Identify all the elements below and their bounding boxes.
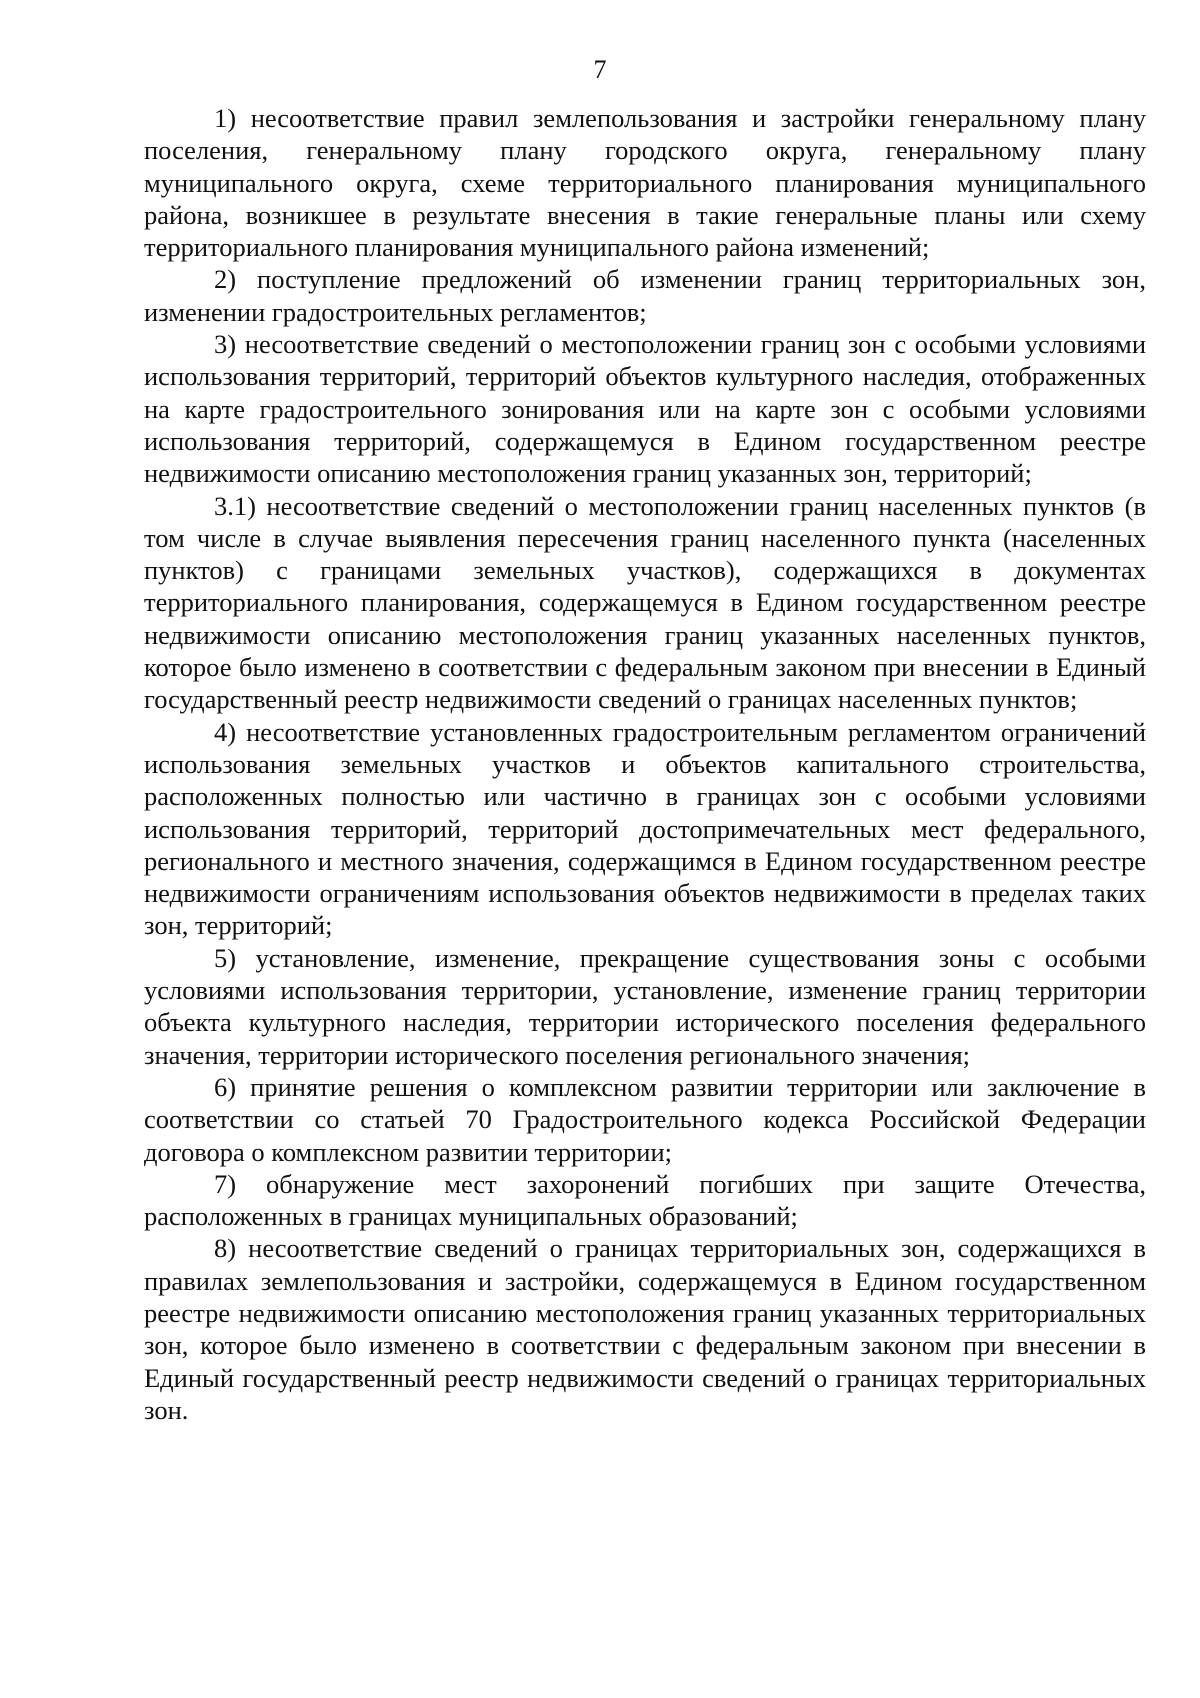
paragraph-item-8: 8) несоответствие сведений о границах территориальных зон, содержащихся в правилах землепользования и застройки, содержащемуся в Едином государственном реестре недвижимости описанию местоположения границ указанных территориальных зон, которое было изменено в соответствии с федеральным законом при внесении в Единый государственный реестр недвижимости сведений о границах территориальных зон. (144, 1233, 1146, 1425)
paragraph-item-3: 3) несоответствие сведений о местоположении границ зон с особыми условиями использования территорий, территорий объектов культурного наследия, отображенных на карте градостроительного зонирования или на карте зон с особыми условиями использования территорий, содержащемуся в Едином государственном реестре недвижимости описанию местоположения границ указанных зон, территорий; (144, 329, 1146, 489)
paragraph-item-6: 6) принятие решения о комплексном развитии территории или заключение в соответствии со статьей 70 Градостроительного кодекса Российской Федерации договора о комплексном развитии территории; (144, 1071, 1146, 1167)
paragraph-item-7: 7) обнаружение мест захоронений погибших при защите Отечества, расположенных в границах муниципальных образований; (144, 1168, 1146, 1232)
paragraph-item-1: 1) несоответствие правил землепользования и застройки генеральному плану поселения, генеральному плану городского округа, генеральному плану муниципального округа, схеме территориального планирования муниципального района, возникшее в результате внесения в такие генеральные планы или схему территориального планирования муниципального района изменений; (144, 103, 1146, 263)
paragraph-item-2: 2) поступление предложений об изменении границ территориальных зон, изменении градостроительных регламентов; (144, 264, 1146, 327)
paragraph-item-4: 4) несоответствие установленных градостроительным регламентом ограничений использования земельных участков и объектов капитального строительства, расположенных полностью или частично в границах зон с особыми условиями использования территорий, территорий достопримечательных мест федерального, регионального и местного значения, содержащимся в Едином государственном реестре недвижимости ограничениям использования объектов недвижимости в пределах таких зон, территорий; (144, 716, 1146, 941)
paragraph-item-5: 5) установление, изменение, прекращение существования зоны с особыми условиями использования территории, установление, изменение границ территории объекта культурного наследия, территории исторического поселения федерального значения, территории исторического поселения регионального значения; (144, 942, 1146, 1070)
paragraph-item-3-1: 3.1) несоответствие сведений о местоположении границ населенных пунктов (в том числе в случае выявления пересечения границ населенного пункта (населенных пунктов) с границами земельных участков), содержащихся в документах территориального планирования, содержащемуся в Едином государственном реестре недвижимости описанию местоположения границ указанных населенных пунктов, которое было изменено в соответствии с федеральным законом при внесении в Единый государственный реестр недвижимости сведений о границах населенных пунктов; (144, 490, 1146, 715)
page-number: 7 (593, 55, 607, 84)
document-body (144, 102, 1146, 1426)
